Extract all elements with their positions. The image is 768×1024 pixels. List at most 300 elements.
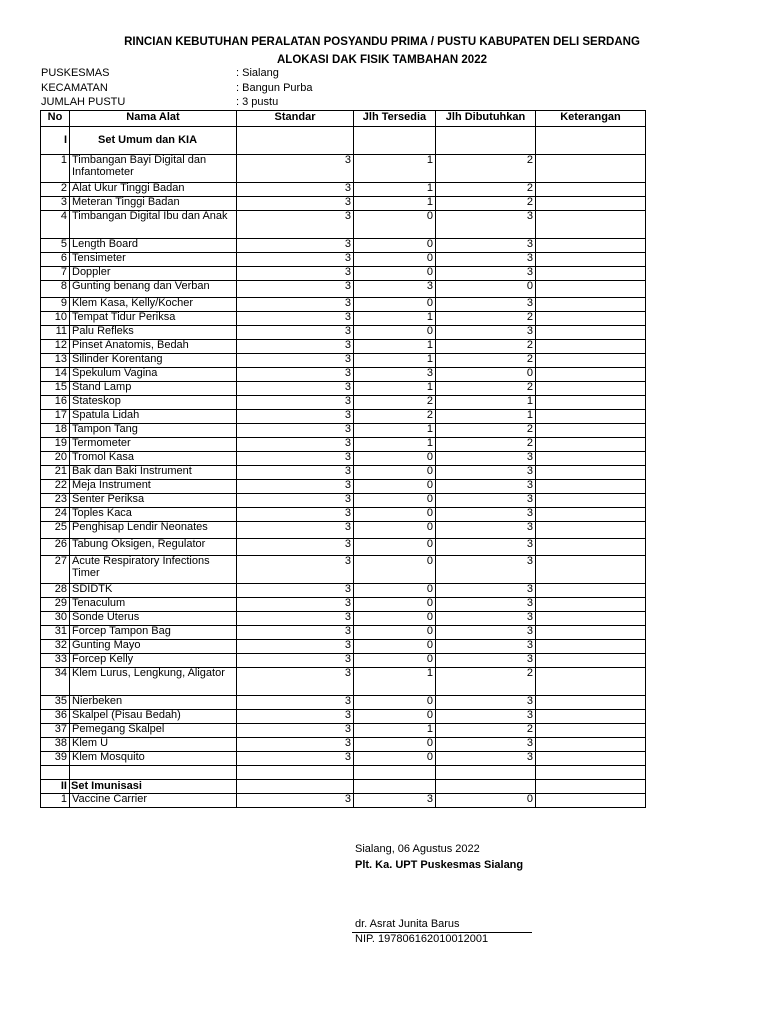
signatory-nip: NIP. 197806162010012001 [355,933,489,945]
empty-cell [237,780,354,794]
item-dibutuhkan: 2 [436,724,536,738]
item-number: 34 [41,668,70,696]
item-dibutuhkan: 3 [436,584,536,598]
item-keterangan [536,710,646,724]
item-keterangan [536,696,646,710]
item-tersedia: 3 [354,368,436,382]
meta-kecamatan-value: : Bangun Purba [236,82,313,94]
item-number: 18 [41,424,70,438]
item-standar: 3 [237,267,354,281]
item-dibutuhkan: 3 [436,239,536,253]
item-number: 22 [41,480,70,494]
item-keterangan [536,424,646,438]
item-standar: 3 [237,183,354,197]
item-number: 29 [41,598,70,612]
item-number: 6 [41,253,70,267]
item-tersedia: 3 [354,281,436,298]
item-name: Spekulum Vagina [70,368,237,382]
item-standar: 3 [237,738,354,752]
item-name: SDIDTK [70,584,237,598]
item-dibutuhkan: 3 [436,267,536,281]
item-standar: 3 [237,696,354,710]
item-standar: 3 [237,494,354,508]
item-dibutuhkan: 2 [436,438,536,452]
item-dibutuhkan: 3 [436,654,536,668]
item-keterangan [536,556,646,584]
col-header-jlh-tersedia: Jlh Tersedia [354,111,436,127]
item-dibutuhkan: 0 [436,281,536,298]
table-row [41,466,646,480]
table-row [41,183,646,197]
item-standar: 3 [237,368,354,382]
item-standar: 3 [237,654,354,668]
item-standar: 3 [237,794,354,808]
item-number: 28 [41,584,70,598]
table-row [41,410,646,424]
item-name: Stateskop [70,396,237,410]
table-row [41,452,646,466]
empty-cell [436,127,536,155]
item-tersedia: 1 [354,340,436,354]
item-number: 8 [41,281,70,298]
item-tersedia: 1 [354,438,436,452]
item-number: 23 [41,494,70,508]
item-name: Pinset Anatomis, Bedah [70,340,237,354]
item-keterangan [536,598,646,612]
item-name: Doppler [70,267,237,281]
signatory-name: dr. Asrat Junita Barus [355,918,460,930]
item-standar: 3 [237,640,354,654]
section-row [41,780,646,794]
item-keterangan [536,326,646,340]
item-number: 11 [41,326,70,340]
item-name: Gunting Mayo [70,640,237,654]
item-tersedia: 0 [354,640,436,654]
empty-cell [436,780,536,794]
table-row [41,626,646,640]
table-header-row [41,111,646,127]
table-row [41,253,646,267]
item-number: 16 [41,396,70,410]
item-standar: 3 [237,612,354,626]
table-row [41,267,646,281]
section-row [41,127,646,155]
item-tersedia: 0 [354,253,436,267]
item-dibutuhkan: 3 [436,612,536,626]
item-dibutuhkan: 3 [436,522,536,539]
item-standar: 3 [237,424,354,438]
table-row [41,738,646,752]
item-standar: 3 [237,452,354,466]
item-tersedia: 0 [354,556,436,584]
item-number: 17 [41,410,70,424]
item-name: Acute Respiratory Infections Timer [70,556,237,584]
item-dibutuhkan: 3 [436,298,536,312]
item-dibutuhkan: 3 [436,598,536,612]
item-tersedia: 1 [354,197,436,211]
empty-cell [237,127,354,155]
item-standar: 3 [237,239,354,253]
item-keterangan [536,480,646,494]
item-keterangan [536,539,646,556]
item-tersedia: 0 [354,626,436,640]
item-tersedia: 0 [354,752,436,766]
item-keterangan [536,183,646,197]
meta-puskesmas-value: : Sialang [236,67,279,79]
item-keterangan [536,668,646,696]
item-name: Tensimeter [70,253,237,267]
item-number: 20 [41,452,70,466]
equipment-table [40,110,646,808]
table-row [41,480,646,494]
empty-cell [536,127,646,155]
item-name: Tempat Tidur Periksa [70,312,237,326]
item-tersedia: 0 [354,522,436,539]
table-row [41,794,646,808]
item-name: Penghisap Lendir Neonates [70,522,237,539]
item-dibutuhkan: 3 [436,452,536,466]
item-standar: 3 [237,382,354,396]
item-number: 7 [41,267,70,281]
item-dibutuhkan: 3 [436,211,536,239]
item-dibutuhkan: 2 [436,668,536,696]
item-tersedia: 1 [354,312,436,326]
empty-cell [436,766,536,780]
item-dibutuhkan: 2 [436,424,536,438]
table-row [41,710,646,724]
item-tersedia: 0 [354,654,436,668]
item-standar: 3 [237,211,354,239]
empty-cell [70,766,237,780]
item-number: 10 [41,312,70,326]
item-name: Termometer [70,438,237,452]
table-row [41,584,646,598]
empty-cell [536,780,646,794]
item-name: Tampon Tang [70,424,237,438]
item-number: 37 [41,724,70,738]
table-row [41,724,646,738]
item-keterangan [536,452,646,466]
col-header-nama-alat: Nama Alat [70,111,237,127]
item-dibutuhkan: 3 [436,326,536,340]
item-tersedia: 0 [354,211,436,239]
empty-cell [354,127,436,155]
item-keterangan [536,410,646,424]
item-tersedia: 0 [354,612,436,626]
item-standar: 3 [237,556,354,584]
item-dibutuhkan: 1 [436,410,536,424]
item-tersedia: 3 [354,794,436,808]
item-number: 24 [41,508,70,522]
item-tersedia: 2 [354,410,436,424]
col-header-standar: Standar [237,111,354,127]
item-keterangan [536,368,646,382]
item-tersedia: 0 [354,738,436,752]
item-name: Klem Kasa, Kelly/Kocher [70,298,237,312]
item-standar: 3 [237,197,354,211]
item-name: Klem Lurus, Lengkung, Aligator [70,668,237,696]
item-tersedia: 0 [354,494,436,508]
item-standar: 3 [237,508,354,522]
item-dibutuhkan: 3 [436,253,536,267]
item-standar: 3 [237,752,354,766]
item-name: Klem Mosquito [70,752,237,766]
table-row [41,640,646,654]
item-name: Forcep Tampon Bag [70,626,237,640]
item-number: 19 [41,438,70,452]
item-keterangan [536,340,646,354]
item-standar: 3 [237,281,354,298]
item-number: 4 [41,211,70,239]
item-number: 30 [41,612,70,626]
item-dibutuhkan: 3 [436,508,536,522]
item-keterangan [536,267,646,281]
item-tersedia: 0 [354,298,436,312]
item-tersedia: 0 [354,508,436,522]
table-row [41,326,646,340]
item-keterangan [536,654,646,668]
item-tersedia: 1 [354,382,436,396]
item-number: 26 [41,539,70,556]
item-standar: 3 [237,312,354,326]
item-number: 13 [41,354,70,368]
item-keterangan [536,794,646,808]
table-body [41,127,646,808]
section-title: Set Umum dan KIA [70,127,237,155]
item-keterangan [536,752,646,766]
table-row [41,438,646,452]
signatory-position: Plt. Ka. UPT Puskesmas Sialang [355,859,524,871]
document-title: RINCIAN KEBUTUHAN PERALATAN POSYANDU PRIMA / PUSTU KABUPATEN DELI SERDANG [124,36,640,48]
item-standar: 3 [237,253,354,267]
item-tersedia: 0 [354,480,436,494]
item-name: Gunting benang dan Verban [70,281,237,298]
item-dibutuhkan: 3 [436,494,536,508]
item-standar: 3 [237,298,354,312]
item-dibutuhkan: 3 [436,466,536,480]
item-dibutuhkan: 2 [436,197,536,211]
item-dibutuhkan: 3 [436,640,536,654]
item-keterangan [536,522,646,539]
item-keterangan [536,155,646,183]
item-tersedia: 2 [354,396,436,410]
item-number: 3 [41,197,70,211]
table-row [41,155,646,183]
table-row [41,522,646,539]
item-keterangan [536,354,646,368]
table-row [41,508,646,522]
item-number: 9 [41,298,70,312]
item-standar: 3 [237,584,354,598]
item-keterangan [536,239,646,253]
table-row [41,598,646,612]
item-keterangan [536,466,646,480]
item-keterangan [536,211,646,239]
item-name: Klem U [70,738,237,752]
table-row [41,354,646,368]
item-keterangan [536,396,646,410]
item-name: Skalpel (Pisau Bedah) [70,710,237,724]
blank-row [41,766,646,780]
item-number: 25 [41,522,70,539]
item-keterangan [536,281,646,298]
item-standar: 3 [237,354,354,368]
item-name: Spatula Lidah [70,410,237,424]
table-row [41,368,646,382]
table-row [41,494,646,508]
table-row [41,612,646,626]
item-number: 27 [41,556,70,584]
item-keterangan [536,612,646,626]
item-tersedia: 0 [354,239,436,253]
item-tersedia: 1 [354,354,436,368]
col-header-jlh-dibutuhkan: Jlh Dibutuhkan [436,111,536,127]
item-standar: 3 [237,539,354,556]
item-tersedia: 0 [354,267,436,281]
empty-cell [354,780,436,794]
item-standar: 3 [237,466,354,480]
item-name: Vaccine Carrier [70,794,237,808]
item-name: Toples Kaca [70,508,237,522]
section-title: Set Imunisasi [70,780,237,794]
item-dibutuhkan: 2 [436,312,536,326]
item-name: Meja Instrument [70,480,237,494]
item-keterangan [536,508,646,522]
table-row [41,424,646,438]
item-tersedia: 0 [354,710,436,724]
table-row [41,668,646,696]
item-number: 32 [41,640,70,654]
section-number: II [41,780,70,794]
item-dibutuhkan: 3 [436,710,536,724]
item-dibutuhkan: 3 [436,539,536,556]
item-number: 36 [41,710,70,724]
item-name: Timbangan Digital Ibu dan Anak [70,211,237,239]
empty-cell [536,766,646,780]
item-tersedia: 0 [354,598,436,612]
item-standar: 3 [237,340,354,354]
table-row [41,312,646,326]
item-dibutuhkan: 3 [436,752,536,766]
item-number: 1 [41,155,70,183]
item-number: 21 [41,466,70,480]
item-tersedia: 0 [354,326,436,340]
item-number: 15 [41,382,70,396]
item-standar: 3 [237,326,354,340]
item-standar: 3 [237,396,354,410]
item-number: 2 [41,183,70,197]
meta-jumlah-label: JUMLAH PUSTU [41,96,126,108]
meta-puskesmas-label: PUSKESMAS [41,67,110,79]
table-row [41,556,646,584]
item-dibutuhkan: 3 [436,480,536,494]
empty-cell [354,766,436,780]
item-tersedia: 0 [354,696,436,710]
item-name: Length Board [70,239,237,253]
item-name: Forcep Kelly [70,654,237,668]
item-keterangan [536,382,646,396]
item-number: 38 [41,738,70,752]
item-standar: 3 [237,626,354,640]
item-name: Timbangan Bayi Digital dan Infantometer [70,155,237,183]
item-dibutuhkan: 2 [436,340,536,354]
item-keterangan [536,438,646,452]
item-keterangan [536,626,646,640]
item-name: Stand Lamp [70,382,237,396]
item-tersedia: 1 [354,155,436,183]
section-number: I [41,127,70,155]
item-name: Tromol Kasa [70,452,237,466]
item-dibutuhkan: 3 [436,556,536,584]
item-tersedia: 1 [354,724,436,738]
item-standar: 3 [237,410,354,424]
item-number: 1 [41,794,70,808]
item-dibutuhkan: 3 [436,626,536,640]
item-number: 39 [41,752,70,766]
item-dibutuhkan: 3 [436,696,536,710]
item-dibutuhkan: 2 [436,155,536,183]
item-dibutuhkan: 2 [436,354,536,368]
item-tersedia: 0 [354,466,436,480]
meta-kecamatan [41,82,312,94]
table-row [41,654,646,668]
item-number: 14 [41,368,70,382]
item-name: Meteran Tinggi Badan [70,197,237,211]
item-keterangan [536,584,646,598]
item-standar: 3 [237,155,354,183]
empty-cell [237,766,354,780]
item-number: 12 [41,340,70,354]
item-keterangan [536,640,646,654]
item-keterangan [536,197,646,211]
table-row [41,696,646,710]
table-row [41,396,646,410]
item-name: Sonde Uterus [70,612,237,626]
item-dibutuhkan: 2 [436,183,536,197]
item-dibutuhkan: 2 [436,382,536,396]
table-row [41,239,646,253]
meta-jumlah-value: : 3 pustu [236,96,279,108]
item-tersedia: 0 [354,584,436,598]
item-tersedia: 1 [354,183,436,197]
item-dibutuhkan: 1 [436,396,536,410]
item-standar: 3 [237,438,354,452]
item-number: 5 [41,239,70,253]
item-name: Tabung Oksigen, Regulator [70,539,237,556]
item-standar: 3 [237,522,354,539]
col-header-no: No [41,111,70,127]
document-subtitle: ALOKASI DAK FISIK TAMBAHAN 2022 [277,54,487,66]
item-standar: 3 [237,598,354,612]
item-standar: 3 [237,668,354,696]
item-name: Bak dan Baki Instrument [70,466,237,480]
item-keterangan [536,298,646,312]
item-name: Palu Refleks [70,326,237,340]
item-number: 35 [41,696,70,710]
item-standar: 3 [237,480,354,494]
table-row [41,340,646,354]
table-row [41,197,646,211]
item-name: Nierbeken [70,696,237,710]
item-tersedia: 0 [354,539,436,556]
item-tersedia: 1 [354,668,436,696]
item-name: Pemegang Skalpel [70,724,237,738]
item-dibutuhkan: 0 [436,368,536,382]
table-row [41,752,646,766]
table-row [41,382,646,396]
item-name: Silinder Korentang [70,354,237,368]
place-date: Sialang, 06 Agustus 2022 [355,843,480,855]
